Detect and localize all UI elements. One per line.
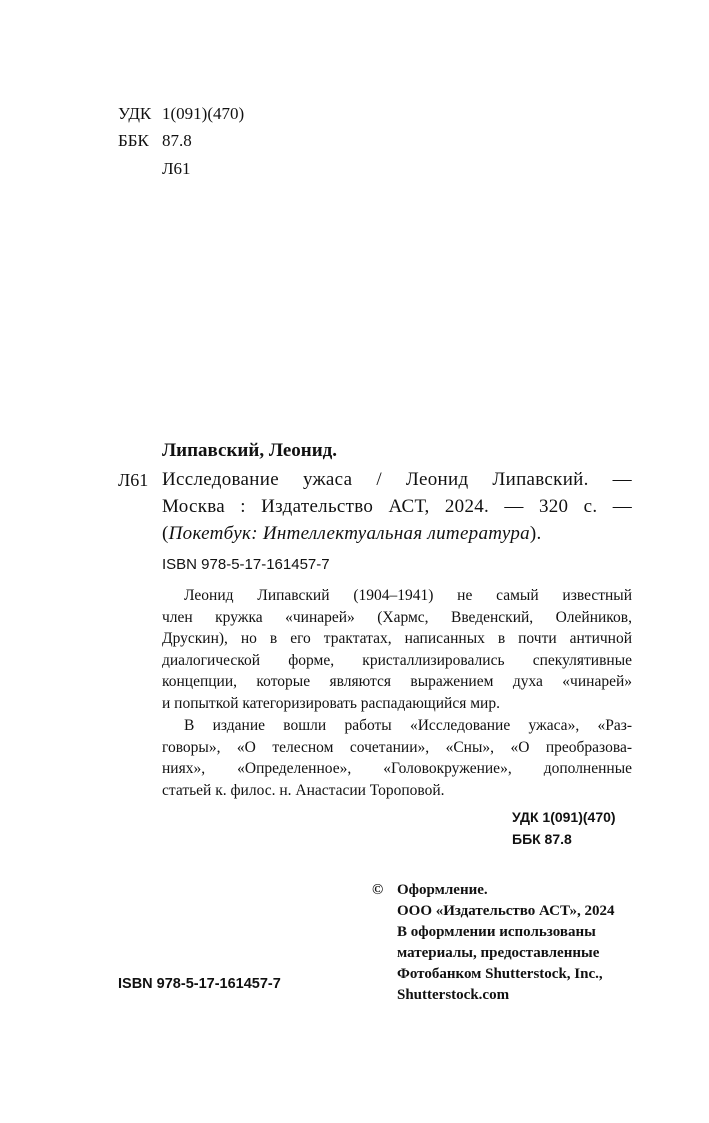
author-mark-top: Л61 <box>162 159 191 178</box>
bbk-code-top <box>118 131 192 151</box>
copyright-line: В оформлении использованы <box>397 924 596 940</box>
author-mark-side: Л61 <box>118 470 149 490</box>
series-close-paren: ). <box>529 523 542 544</box>
annotation-line: член кружка «чинарей» (Хармс, Введенский, Олейников, <box>162 608 632 626</box>
copyright-line: материалы, предоставленные <box>397 945 600 961</box>
annotation-line: Леонид Липавский (1904–1941) не самый известный <box>184 587 632 604</box>
annotation-line: статьей к. филос. н. Анастасии Тороповой. <box>162 781 445 799</box>
udk-code-bottom: УДК 1(091)(470) <box>512 809 616 825</box>
copyright-line: Оформление. <box>397 882 488 898</box>
annotation-line: и попыткой категоризировать распадающийся мир. <box>162 694 500 712</box>
author-heading: Липавский, Леонид. <box>162 440 338 461</box>
annotation-paragraph-2 <box>162 715 632 801</box>
annotation-line: говоры», «О телесном сочетании», «Сны», «О преобразова- <box>162 738 632 756</box>
bibliographic-line-publisher: Москва : Издательство АСТ, 2024. — 320 с. — <box>162 496 632 517</box>
series-open-paren: ( <box>162 523 169 544</box>
annotation-paragraph-1 <box>162 585 632 714</box>
bibliographic-line-series <box>162 523 632 545</box>
copyright-line: ООО «Издательство АСТ», 2024 <box>397 903 615 919</box>
copyright-line: Shutterstock.com <box>397 987 510 1003</box>
udk-value: 1(091)(470) <box>162 104 245 123</box>
isbn-bottom: ISBN 978-5-17-161457-7 <box>118 976 281 992</box>
annotation-line: Друскин), но в его трактатах, написанных в почти античной <box>162 630 632 647</box>
series-title: Покетбук: Интеллектуальная литература <box>168 523 530 544</box>
annotation-line: ниях», «Определенное», «Головокружение», дополненные <box>162 760 632 777</box>
copyright-icon: © <box>372 882 384 898</box>
bbk-value: 87.8 <box>162 131 192 150</box>
udk-code-top <box>118 104 244 124</box>
bibliographic-line-title: Исследование ужаса / Леонид Липавский. — <box>162 469 632 490</box>
copyright-line: Фотобанком Shutterstock, Inc., <box>397 966 603 982</box>
bbk-code-bottom: ББК 87.8 <box>512 831 572 847</box>
bbk-label: ББК <box>118 131 149 150</box>
isbn-record: ISBN 978-5-17-161457-7 <box>162 556 330 573</box>
annotation-line: В издание вошли работы «Исследование ужаса», «Раз- <box>184 717 632 734</box>
annotation-line: концепции, которые являются выражением духа «чинарей» <box>162 673 632 690</box>
udk-label: УДК <box>118 104 152 123</box>
annotation-line: диалогической форме, кристаллизировались спекулятивные <box>162 651 632 669</box>
